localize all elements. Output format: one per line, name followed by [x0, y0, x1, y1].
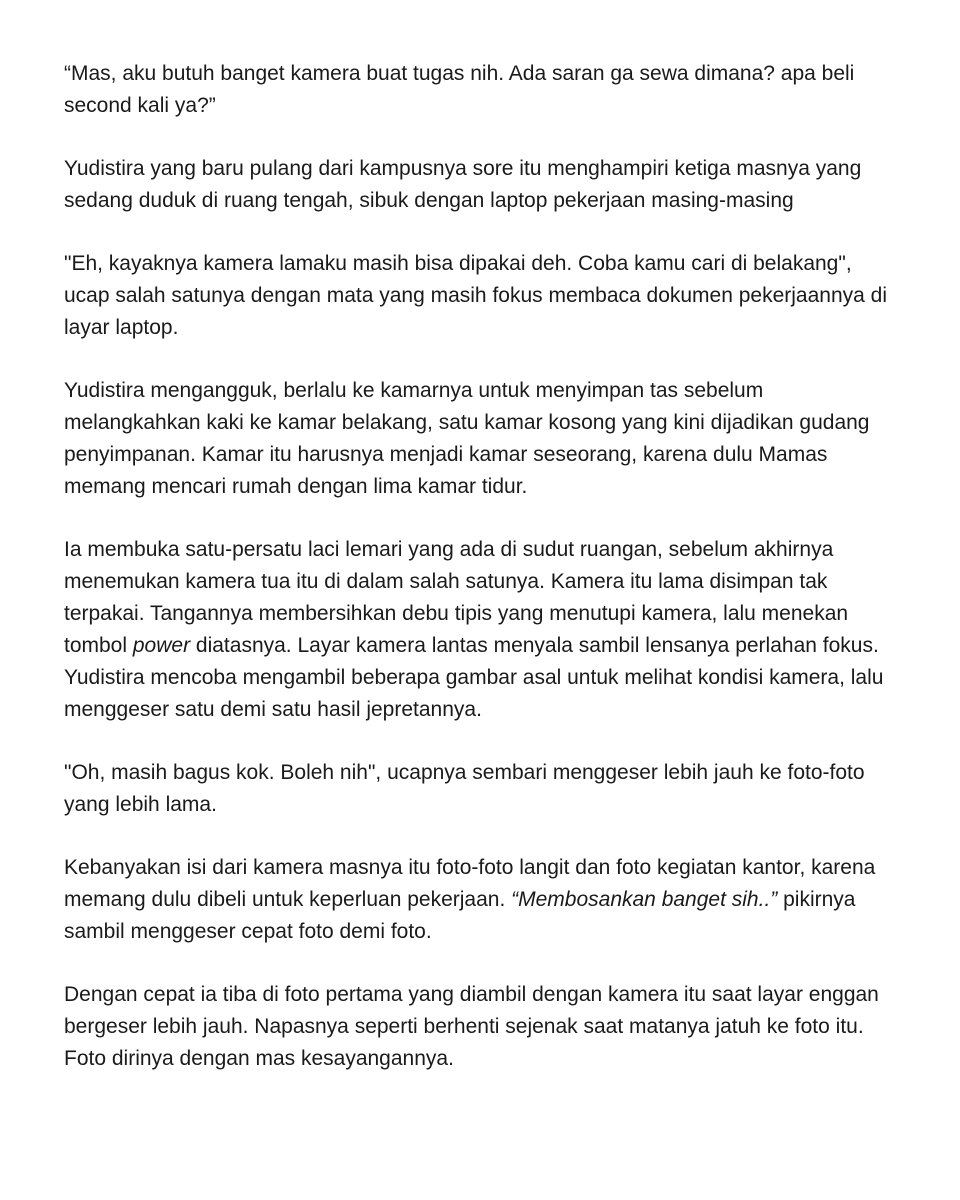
- italic-text-segment: “Membosankan banget sih..”: [511, 888, 778, 911]
- paragraph: [64, 375, 896, 503]
- text-segment: pikirnya sambil menggeser cepat foto demi foto.: [64, 888, 856, 943]
- text-segment: "Eh, kayaknya kamera lamaku masih bisa dipakai deh. Coba kamu cari di belakang", ucap salah satunya dengan mata yang masih fokus membaca dokumen pekerjaannya di layar laptop.: [64, 252, 888, 339]
- text-segment: Kebanyakan isi dari kamera masnya itu foto-foto langit dan foto kegiatan kantor, karena memang dulu dibeli untuk keperluan pekerjaan.: [64, 856, 876, 911]
- paragraph: [64, 534, 896, 726]
- paragraph: [64, 248, 896, 344]
- paragraph: [64, 757, 896, 821]
- paragraph: [64, 58, 896, 122]
- text-segment: Yudistira yang baru pulang dari kampusnya sore itu menghampiri ketiga masnya yang sedang duduk di ruang tengah, sibuk dengan laptop pekerjaan masing-masing: [64, 157, 862, 212]
- text-segment: diatasnya. Layar kamera lantas menyala sambil lensanya perlahan fokus. Yudistira mencoba mengambil beberapa gambar asal untuk melihat kondisi kamera, lalu menggeser satu demi satu hasil jepretannya.: [64, 634, 884, 721]
- text-segment: Ia membuka satu-persatu laci lemari yang ada di sudut ruangan, sebelum akhirnya menemukan kamera tua itu di dalam salah satunya. Kamera itu lama disimpan tak terpakai. Tangannya membersihkan debu tipis yang menutupi kamera, lalu menekan tombol: [64, 538, 849, 657]
- paragraph: [64, 979, 896, 1075]
- paragraph: [64, 852, 896, 948]
- text-segment: Yudistira mengangguk, berlalu ke kamarnya untuk menyimpan tas sebelum melangkahkan kaki ke kamar belakang, satu kamar kosong yang kini dijadikan gudang penyimpanan. Kamar itu harusnya menjadi kamar seseorang, karena dulu Mamas memang mencari rumah dengan lima kamar tidur.: [64, 379, 870, 498]
- text-segment: Dengan cepat ia tiba di foto pertama yang diambil dengan kamera itu saat layar enggan bergeser lebih jauh. Napasnya seperti berhenti sejenak saat matanya jatuh ke foto itu. Foto dirinya dengan mas kesayangannya.: [64, 983, 879, 1070]
- paragraph: [64, 153, 896, 217]
- text-segment: "Oh, masih bagus kok. Boleh nih", ucapnya sembari menggeser lebih jauh ke foto-foto yang lebih lama.: [64, 761, 865, 816]
- italic-text-segment: power: [132, 634, 191, 657]
- text-segment: “Mas, aku butuh banget kamera buat tugas nih. Ada saran ga sewa dimana? apa beli second kali ya?”: [64, 62, 855, 117]
